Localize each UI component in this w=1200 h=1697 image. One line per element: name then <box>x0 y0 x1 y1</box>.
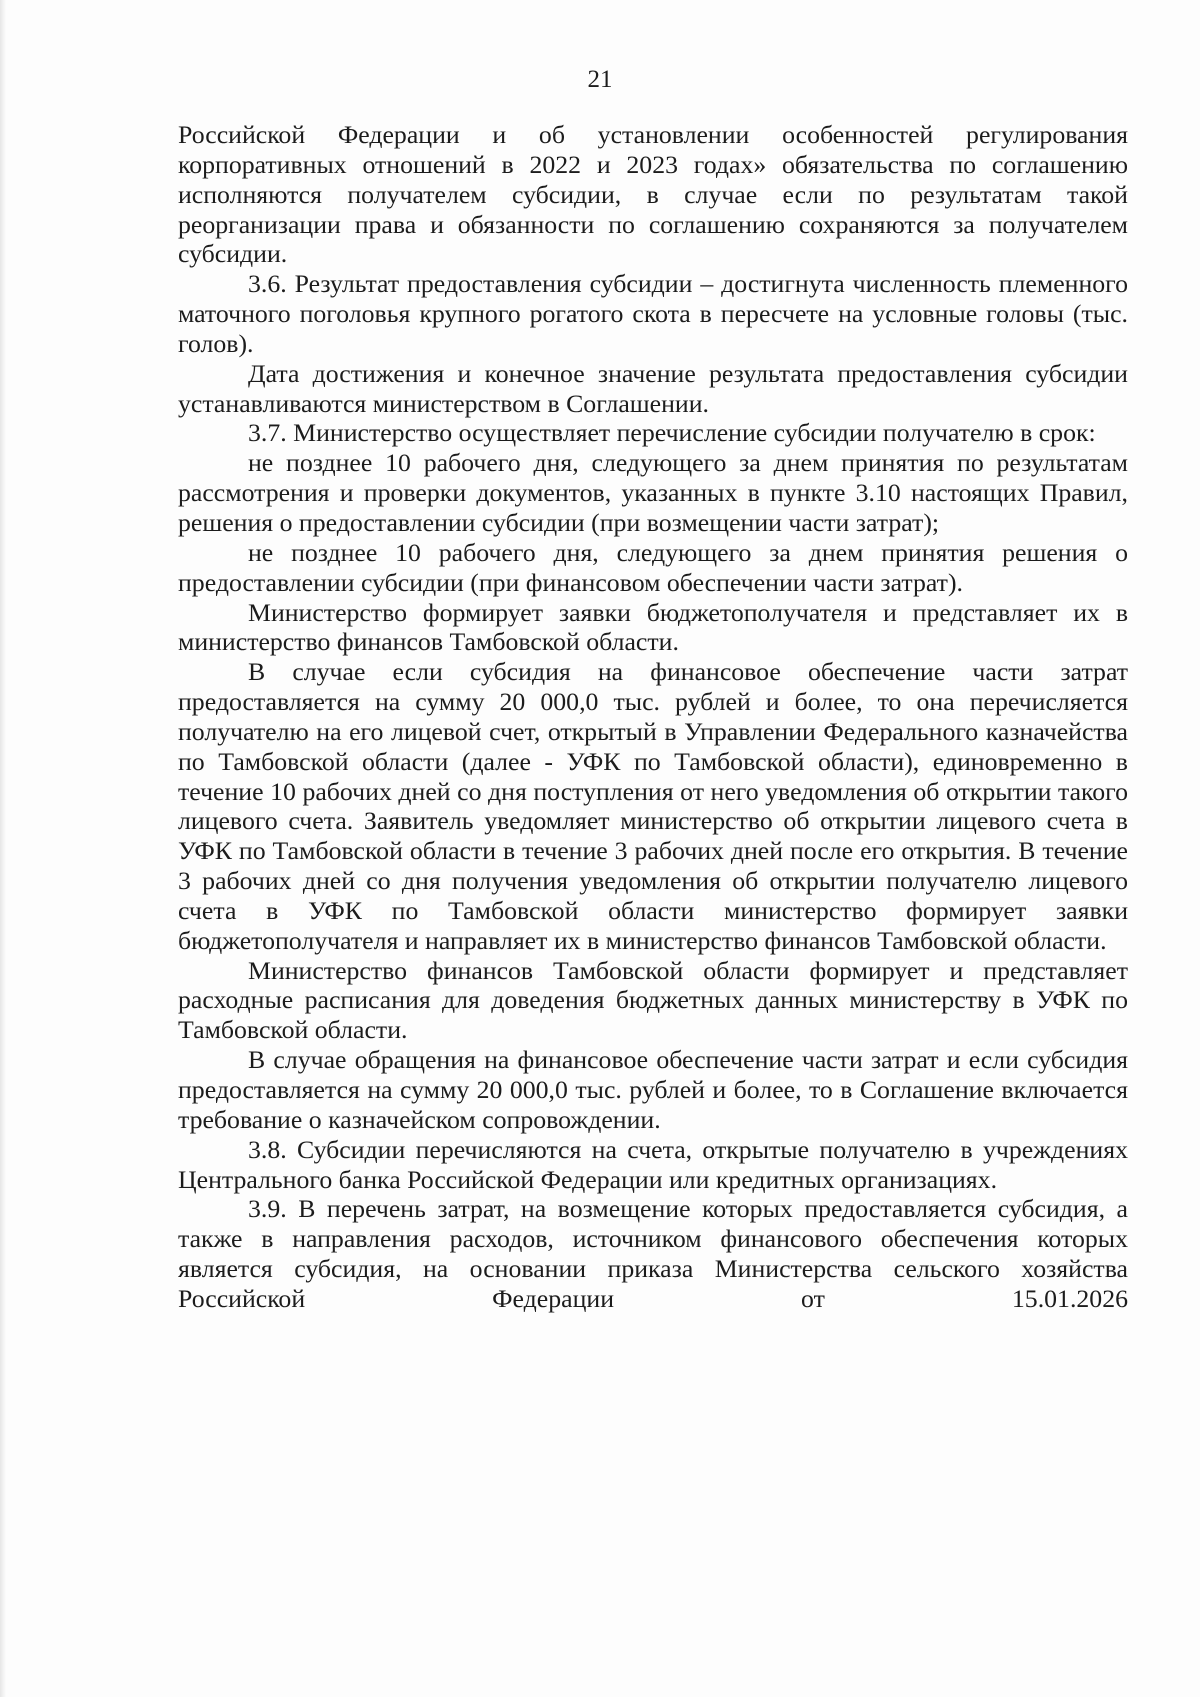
paragraph-3-7: 3.7. Министерство осуществляет перечисление субсидии получателю в срок: <box>248 418 1096 448</box>
page-number: 21 <box>587 66 613 93</box>
paragraph-3-9: 3.9. В перечень затрат, на возмещение которых предоставляется субсидия, а также в направления расходов, источником финансового обеспечения которых является субсидия, на основании приказа Министерства сельского хозяйства Российской Федерации от 15.01.2026 <box>178 1194 1128 1313</box>
paragraph-3-6: 3.6. Результат предоставления субсидии – достигнута численность племенного маточного поголовья крупного рогатого скота в пересчете на условные головы (тыс. голов). <box>178 269 1128 358</box>
paragraph-treasury-support: В случае обращения на финансовое обеспечение части затрат и если субсидия предоставляется на сумму 20 000,0 тыс. рублей и более, то в Соглашение включается требование о казначейском сопровождении. <box>178 1045 1128 1134</box>
paragraph-3-8: 3.8. Субсидии перечисляются на счета, открытые получателю в учреждениях Центрального банка Российской Федерации или кредитных организациях. <box>178 1134 1128 1194</box>
document-body <box>178 120 1128 1314</box>
paragraph-deadline-financing: не позднее 10 рабочего дня, следующего за днем принятия решения о предоставлении субсидии (при финансовом обеспечении части затрат). <box>178 537 1128 597</box>
paragraph-ministry-requests: Министерство формирует заявки бюджетополучателя и представляет их в министерство финансов Тамбовской области. <box>178 597 1128 657</box>
paragraph-continuation: Российской Федерации и об установлении особенностей регулирования корпоративных отношений в 2022 и 2023 годах» обязательства по соглашению исполняются получателем субсидии, в случае если по результатам такой реорганизации права и обязанности по соглашению сохраняются за получателем субсидии. <box>178 120 1128 269</box>
paragraph-treasury-account: В случае если субсидия на финансовое обеспечение части затрат предоставляется на сумму 20 000,0 тыс. рублей и более, то она перечисляется получателю на его лицевой счет, открытый в Управлении Федерального казначейства по Тамбовской области (далее - УФК по Тамбовской области), единовременно в течение 10 рабочих дней со дня поступления от него уведомления об открытии такого лицевого счета. Заявитель уведомляет министерство об открытии лицевого счета в УФК по Тамбовской области в течение 3 рабочих дней после его открытия. В течение 3 рабочих дней со дня получения уведомления об открытии получателю лицевого счета в УФК по Тамбовской области министерство формирует заявки бюджетополучателя и направляет их в министерство финансов Тамбовской области. <box>178 657 1128 955</box>
paragraph-deadline-reimbursement: не позднее 10 рабочего дня, следующего за днем принятия по результатам рассмотрения и проверки документов, указанных в пункте 3.10 настоящих Правил, решения о предоставлении субсидии (при возмещении части затрат); <box>178 448 1128 537</box>
scan-edge <box>0 0 6 1697</box>
paragraph-result-date: Дата достижения и конечное значение результата предоставления субсидии устанавливаются министерством в Соглашении. <box>178 358 1128 418</box>
paragraph-finance-ministry: Министерство финансов Тамбовской области формирует и представляет расходные расписания для доведения бюджетных данных министерству в УФК по Тамбовской области. <box>178 955 1128 1045</box>
